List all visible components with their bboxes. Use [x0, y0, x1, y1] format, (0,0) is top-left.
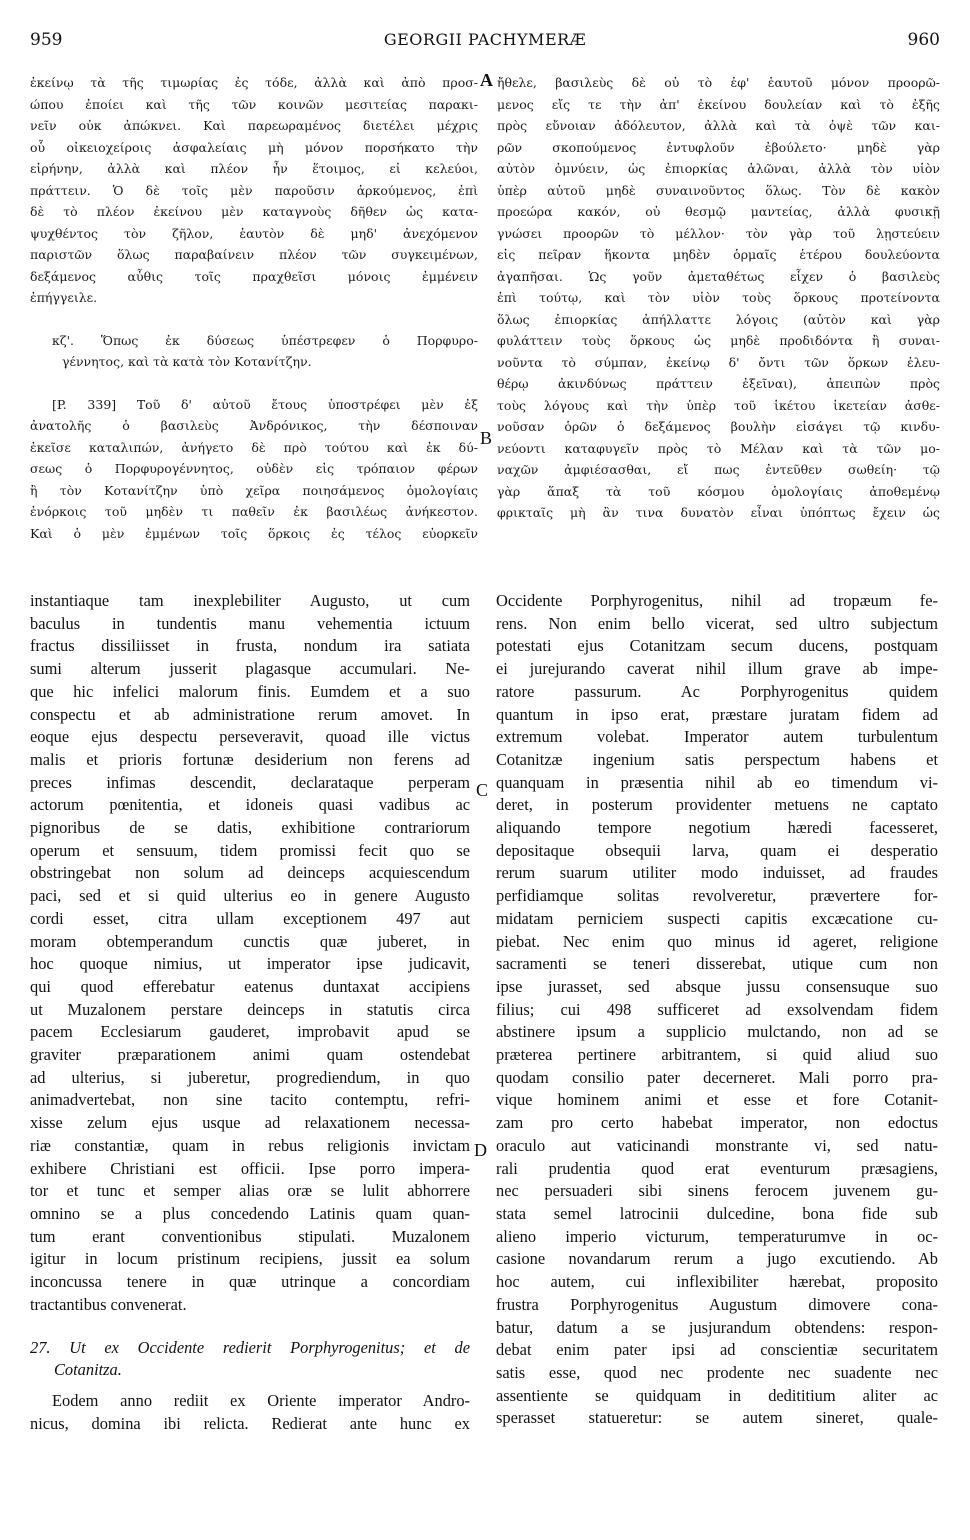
text-line: obstringebat non solum ad deinceps acquiescendum: [30, 863, 470, 883]
text-line: pacem Ecclesiarum gauderet, improbavit apud se: [30, 1022, 470, 1042]
text-line: graviter præparationem animi quam ostendebat: [30, 1045, 470, 1065]
text-line: οὗ οἰκειοχείροις ἀσφαλείαις μὴ μόνον πορσήκατο τὴν: [30, 139, 478, 155]
greek-text-right-column: [497, 72, 940, 524]
greek-chapter-title: κζ'. Ὅπως ἐκ δύσεως ὑπέστρεφεν ὁ Πορφυρο-: [52, 332, 478, 348]
text-line: quantum in ipso erat, præstare juratam fidem ad: [496, 704, 938, 724]
greek-text-left-column: [30, 72, 478, 544]
text-line: conspectu et ab administratione rerum amovet. In: [30, 704, 470, 724]
text-line: ώπου ἐποίει καὶ τῆς τῶν κοινῶν μεσιτείας παρακι-: [30, 96, 478, 112]
text-line: ψυχθέντος τὸν ζῆλον, ἑαυτὸν δὲ μηδ' ἀνεχόμενον: [30, 225, 478, 241]
text-line: γνώσει προορῶν τὸ μέλλον· τὸν γὰρ τοῦ λῃστεύειν: [497, 225, 940, 241]
text-line: zam pro certo habebat imperator, non edoctus: [496, 1113, 938, 1133]
text-line: operum et sensuum, tidem promissi fecit quo se: [30, 840, 470, 860]
text-line: igitur in locum pristinum recipiens, jussit ea solum: [30, 1249, 470, 1269]
text-line: ὑπὲρ αὐτοῦ μηδὲ συναινοῦντος ὅλως. Τὸν δὲ κακὸν: [497, 182, 940, 198]
text-line: oraculo aut vaticinandi monstrante vi, sed natu-: [496, 1135, 938, 1155]
text-line: instantiaque tam inexplebiliter Augusto, ut cum: [30, 591, 470, 610]
text-line: animadvertebat, non sine tacito contemptu, refri-: [30, 1090, 470, 1110]
text-line: qui quod efferebatur eatenus duntaxat accipiens: [30, 976, 470, 996]
text-line: satis esse, quod nec prodente nec suadente nec: [496, 1362, 938, 1382]
text-line: assentiente se quidquam in dedititium aliter ac: [496, 1385, 938, 1405]
text-line: deret, in posterum providenter metuens ne captato: [496, 795, 938, 815]
text-line: ρῶν σκοπούμενος ἐντυφλοῦν ἐβούλετο· μηδὲ γὰρ: [497, 139, 940, 155]
text-line: piebat. Nec enim quo minus id ageret, religione: [496, 931, 938, 951]
text-line: perfidiamque solitas revolveretur, prævertere for-: [496, 886, 938, 906]
text-line: Cotanitzæ ingenium satis perspectum habens et: [496, 749, 938, 769]
text-line: ἀνατολῆς ὁ βασιλεὺς Ἀνδρόνικος, τὴν δέσποιναν: [30, 418, 478, 433]
text-line: nec persuaderi sibi sinens ferocem juvenem gu-: [496, 1181, 938, 1201]
text-line: filius; cui 498 sufficeret ad exsolvendam fidem: [496, 999, 938, 1019]
text-line: batur, datum a se jusjurandum obtendens: respon-: [496, 1317, 938, 1337]
text-line: ratore passurum. Ac Porphyrogenitus quidem: [496, 681, 938, 701]
text-line: εἰρήνην, ἀλλὰ καὶ πλέον ἦν ἕτοιμος, εἰ κελεύοι,: [30, 161, 478, 176]
text-line: ἐπήγγειλε.: [30, 290, 98, 305]
text-line: moram obtemperandum cunctis quæ juberet, in: [30, 931, 470, 951]
text-line: riæ constantiæ, quam in rebus religionis invictam: [30, 1135, 470, 1155]
text-line: sacramenti se teneri disserebat, utique cum non: [496, 954, 938, 974]
margin-marker-a: A: [480, 70, 493, 90]
text-line: aliquando tempore negotium hæredi facesseret,: [496, 818, 938, 838]
text-line: tor et tunc et semper alias oræ se lulit abhorrere: [30, 1181, 470, 1201]
text-line: quodam consilio pater decerneret. Mali porro pra-: [496, 1067, 938, 1087]
text-line: sperasset statueretur: se autem sineret, quale-: [496, 1408, 938, 1428]
text-line: actorum pœnitentia, et idoneis quasi vadibus ac: [30, 795, 470, 815]
latin-chapter-title: Cotanitza.: [54, 1360, 122, 1380]
text-line: que hic infelici malorum finis. Eumdem et a suo: [30, 681, 470, 701]
text-line: προεώρα κακόν, οὐ θεσμῷ μαντείας, ἀλλὰ φυσικῇ: [497, 204, 940, 219]
text-line: σεως ὁ Πορφυρογέννητος, οὐδὲν εἰς τρόπαιον φέρων: [30, 461, 478, 476]
text-line: δὲ τὸ πλέον ἐκείνου μὲν καταγνοὺς δῆθεν ὡς κατα-: [30, 204, 478, 219]
margin-marker-c: C: [476, 780, 489, 800]
text-line: δεξάμενος αὖθις τοῖς πραχθεῖσι μόνοις ἐμμένειν: [30, 268, 478, 284]
text-line: rali prudentia quod erat eventurum præsagiens,: [496, 1158, 938, 1178]
text-line: potestati ejus Cotanitzam secum ducens, postquam: [496, 636, 938, 656]
text-line: πρὸς εὔνοιαν ἀδόλευτον, ἀλλὰ καὶ τὰ ὀψὲ τῶν και-: [497, 118, 940, 133]
text-line: νεῖν οὐκ ἀπώκνει. Καὶ παρεωραμένος διετέλει μέχρις: [30, 118, 478, 133]
text-line: malis et prioris fortunæ desiderium non ferens ad: [30, 749, 470, 769]
text-line: exhibere Christiani est officii. Ipse porro impera-: [30, 1158, 470, 1178]
text-line: omnino se a plus concedendo Latinis quam quan-: [30, 1203, 470, 1223]
text-line: ἐνόρκοις τοῦ μηδὲν τι παθεῖν ἐκ βασιλέως ἀνήκεστον.: [30, 504, 478, 519]
text-line: tum erant conventionibus stipulati. Muzalonem: [30, 1226, 470, 1246]
margin-marker-d: D: [474, 1140, 487, 1160]
text-line: eoque ejus despectu perseveravit, quoad ille victus: [30, 727, 470, 747]
text-line: πράττειν. Ὁ δὲ τοῖς μὲν παροῦσιν ἀρκούμενος, ἐπὶ: [30, 182, 478, 198]
text-line: pignoribus de se datis, exhibitione contrariorum: [30, 818, 470, 838]
text-line: Eodem anno rediit ex Oriente imperator Andro-: [52, 1390, 470, 1410]
text-line: ad ulterius, si juberetur, progrediendum, in quo: [30, 1067, 470, 1087]
running-title: GEORGII PACHYMERÆ: [383, 30, 587, 49]
text-line: φρικταῖς μὴ ἂν τινα δυνατὸν εἶναι ὑπόπτως ἔχειν ὡς: [497, 505, 940, 520]
text-line: xisse zelum ejus usque ad relaxationem necessa-: [30, 1113, 470, 1133]
text-line: νεύοντι καταφυγεῖν πρὸς τὸ Μέλαν καὶ τὰ τῶν μο-: [497, 440, 940, 456]
latin-text-left-column: [30, 590, 470, 1435]
text-line: ὅλως ἐπιορκίας ἀπήλλαττε λόγοις (αὐτὸν καὶ γὰρ: [497, 311, 940, 327]
spacer: [30, 1317, 470, 1337]
text-line: ναχῶν ἀμφιέσασθαι, εἴ πως ἐντεῦθεν σωθείη· τῷ: [497, 462, 940, 477]
text-line: ἀγαπῆσαι. Ὡς γοῦν ἀμεταθέτως εἶχεν ὁ βασιλεὺς: [497, 268, 940, 284]
spacer: [30, 373, 478, 394]
text-line: baculus in tundentis manu vehementia ictuum: [30, 613, 470, 633]
text-line: ἤθελε, βασιλεὺς δὲ οὐ τὸ ἐφ' ἑαυτοῦ μόνον προορῶ-: [497, 75, 940, 90]
page-number-left: 959: [30, 30, 63, 50]
text-line: hoc quoque nimius, ut imperator ipse judicavit,: [30, 954, 470, 974]
text-line: ἐπὶ τούτῳ, καὶ τὸν υἱὸν τοὺς ὅρκους προτείνοντα: [497, 290, 940, 305]
text-line: sumi alterum jusserit plagasque accumulari. Ne-: [30, 659, 470, 679]
latin-chapter-title: 27. Ut ex Occidente redierit Porphyrogenitus; et de: [30, 1337, 470, 1357]
greek-chapter-title: γέννητος, καὶ τὰ κατὰ τὸν Κοτανίτζην.: [62, 354, 312, 369]
text-line: παριστῶν ὅλως παραβαίνειν πλέον τῶν συγκειμένων,: [30, 247, 478, 262]
text-line: rens. Non enim bello vicerat, sed ultro subjectum: [496, 613, 938, 633]
text-line: νοῦντα τὸ σύμπαν, ἐκείνῳ δ' ὄντι τῶν ὅρκων ἐλευ-: [497, 354, 940, 370]
text-line: Καὶ ὁ μὲν ἐμμένων τοῖς ὅρκοις ἐς τέλος εὐορκεῖν: [30, 525, 478, 541]
text-line: abstinere ipsum a supplicio mulctando, non ad se: [496, 1022, 938, 1042]
text-line: ἐκείνῳ τὰ τῆς τιμωρίας ἐς τόδε, ἀλλὰ καὶ ἀπὸ προσ-: [30, 75, 478, 90]
text-line: ut Muzalonem perstare deinceps in statutis circa: [30, 999, 470, 1019]
running-header: [30, 30, 940, 54]
text-line: tractantibus convenerat.: [30, 1294, 187, 1314]
text-line: midatam perniciem suspecti capitis excæcatione cu-: [496, 908, 938, 928]
text-line: [P. 339] Τοῦ δ' αὐτοῦ ἔτους ὑποστρέφει μὲν ἐξ: [52, 396, 478, 412]
text-line: hoc autem, cui inflexibiliter hærebat, proposito: [496, 1272, 938, 1292]
text-line: Occidente Porphyrogenitus, nihil ad tropæum fe-: [496, 591, 938, 610]
page-number-right: 960: [907, 30, 940, 50]
text-line: debat enim pater ipsi ad conscientiæ securitatem: [496, 1340, 938, 1360]
text-line: ipse jurasset, sed absque jussu consensuque suo: [496, 976, 938, 996]
text-line: εἰς πεῖραν ἥκοντα μηδὲν ὁρμαῖς ἑτέρου δουλεύοντα: [497, 247, 940, 262]
text-line: alieno imperio victurum, temperaturumve in oc-: [496, 1226, 938, 1246]
text-line: præterea pertinere arbitrantem, si quid aliud suo: [496, 1045, 938, 1065]
text-line: τοὺς λόγους καὶ τὴν ὑπὲρ τοῦ ἱκέτου ἱκετείαν ἀσθε-: [497, 397, 940, 413]
text-line: casione novandarum rerum a jugo excutiendo. Ab: [496, 1249, 938, 1269]
margin-marker-b: B: [480, 428, 493, 448]
spacer: [30, 1382, 470, 1390]
text-line: θέρῳ ἀκινδύνως πράττειν ἐξεῖναι), ἀπειπὼν πρὸς: [497, 376, 940, 391]
text-line: φυλάττειν τοὺς ὅρκους ὡς μηδὲ προδιδόντα ἢ συναι-: [497, 333, 940, 348]
text-line: rerum suarum utiliter modo induisset, ad fraudes: [496, 863, 938, 883]
text-line: νοῦσαν ὁρῶν ὁ δεξάμενος βουλὴν εἰσάγει τῷ κινδυ-: [497, 419, 940, 434]
text-line: fractus dissiliisset in frusta, nondum ira satiata: [30, 636, 470, 656]
text-line: ἢ τὸν Κοτανίτζην ὑπὸ χεῖρα ποιησάμενος ὁμολογίαις: [30, 482, 478, 498]
text-line: extremum volebat. Imperator autem turbulentum: [496, 727, 938, 747]
text-line: inconcussa tenere in quæ utrinque a concordiam: [30, 1272, 470, 1292]
text-line: ἐκεῖσε καταλιπών, ἀνήγετο δὲ πρὸ τούτου καὶ ἐκ δύ-: [30, 439, 478, 455]
text-line: frustra Porphyrogenitus Augustum dimovere cona-: [496, 1294, 938, 1314]
spacer: [30, 309, 478, 330]
text-line: αὐτὸν ὀμνύειν, ὡς ἐπιορκίας ἁλῶναι, ἀλλὰ τὸν υἱὸν: [497, 161, 940, 176]
text-line: cordi esset, citra ullam exceptionem 497 aut: [30, 908, 470, 928]
text-line: nicus, domina ibi relicta. Redierat ante hunc ex: [30, 1413, 470, 1433]
text-line: preces infimas descendit, declarataque perperam: [30, 772, 470, 792]
text-line: depositaque obsequii larva, quam ei desperatio: [496, 840, 938, 860]
text-line: μενος εἴς τε τὴν ἀπ' ἐκείνου δουλείαν καὶ τὸ ἐξῆς: [497, 96, 940, 112]
latin-text-right-column: [496, 590, 938, 1430]
text-line: γὰρ ἅπαξ τὰ τοῦ κόσμου ὁμολογίαις ἀποθεμένῳ: [497, 483, 940, 499]
text-line: ei jurejurando caverat nihil illum grave ab impe-: [496, 659, 938, 679]
text-line: paci, sed et si quid ulterius eo in genere Augusto: [30, 886, 470, 906]
text-line: quanquam in præsentia nihil ab eo timendum vi-: [496, 772, 938, 792]
text-line: vique hominem animi et esse et fore Cotanit-: [496, 1090, 938, 1110]
text-line: stata semel latrocinii dulcedine, bona fide sub: [496, 1203, 938, 1223]
